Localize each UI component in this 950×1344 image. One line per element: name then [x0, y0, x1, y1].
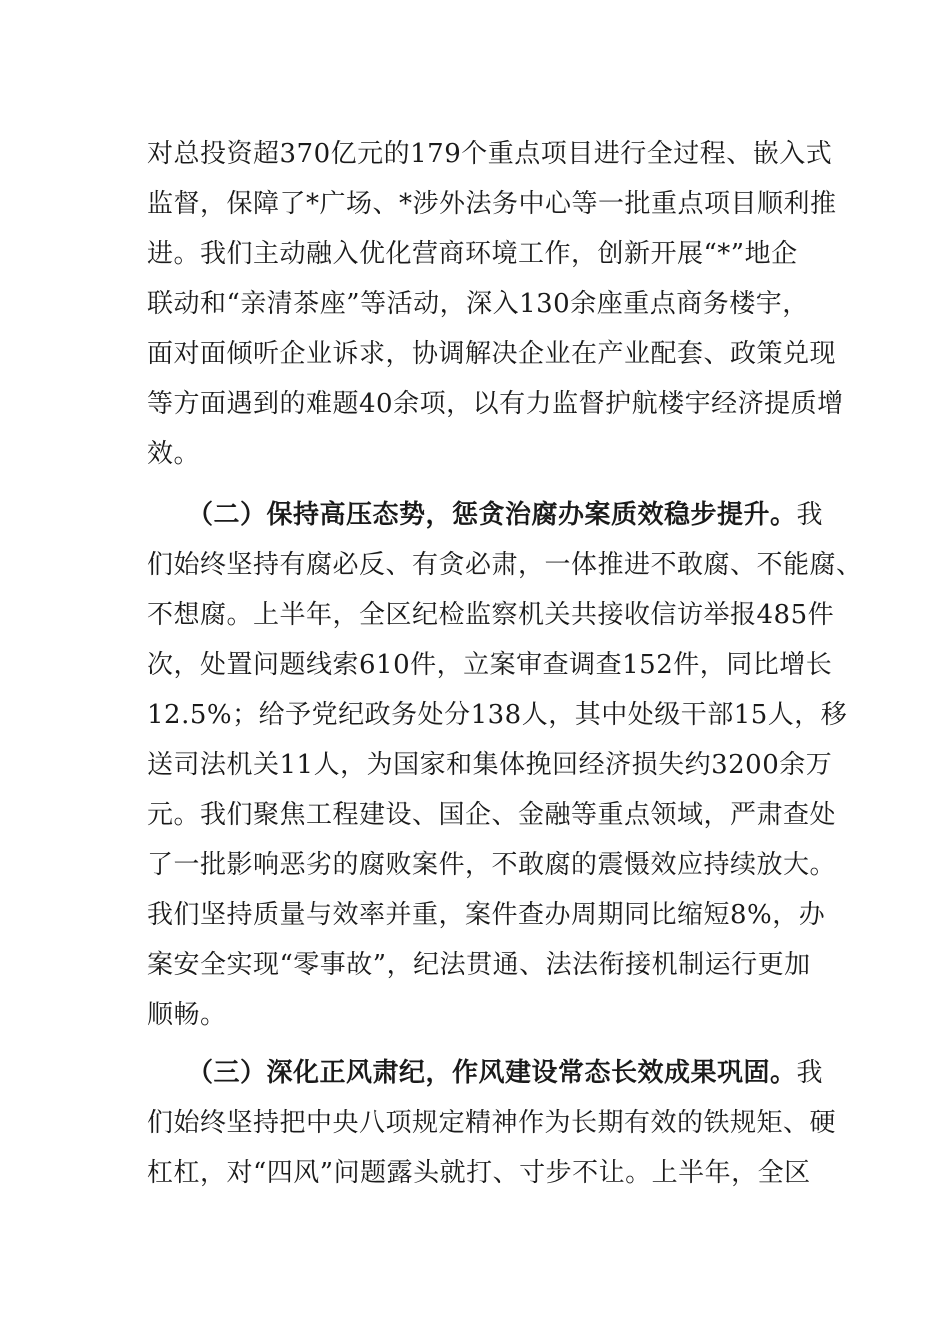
- text-line: 等方面遇到的难题40余项，以有力监督护航楼宇经济提质增: [147, 389, 844, 419]
- section-2-heading: （二）保持高压态势，惩贪治腐办案质效稳步提升。: [187, 500, 797, 530]
- text-line: 我们坚持质量与效率并重，案件查办周期同比缩短8%，办: [147, 900, 826, 930]
- text-line: 元。我们聚焦工程建设、国企、金融等重点领域，严肃查处: [147, 800, 837, 830]
- section-2-first-line-tail: 我: [796, 500, 824, 530]
- section-3-heading: （三）深化正风肃纪，作风建设常态长效成果巩固。: [187, 1058, 797, 1088]
- text-line: 监督，保障了*广场、*涉外法务中心等一批重点项目顺利推: [147, 189, 837, 219]
- text-line: 送司法机关11人，为国家和集体挽回经济损失约3200余万: [147, 750, 833, 780]
- section-3-first-line: [187, 1056, 823, 1090]
- text-line: 联动和“亲清茶座”等活动，深入130余座重点商务楼宇，: [147, 289, 809, 319]
- text-line: 顺畅。: [147, 1000, 227, 1030]
- text-line: 进。我们主动融入优化营商环境工作，创新开展“*”地企: [147, 239, 798, 269]
- text-line: 12.5%；给予党纪政务处分138人，其中处级干部15人，移: [147, 700, 848, 730]
- text-line: 杠杠，对“四风”问题露头就打、寸步不让。上半年，全区: [147, 1158, 811, 1188]
- section-3-first-line-tail: 我: [796, 1058, 824, 1088]
- text-line: 对总投资超370亿元的179个重点项目进行全过程、嵌入式: [147, 139, 833, 169]
- text-line: 案安全实现“零事故”，纪法贯通、法法衔接机制运行更加: [147, 950, 811, 980]
- text-line: 们始终坚持有腐必反、有贪必肃，一体推进不敢腐、不能腐、: [147, 550, 863, 580]
- text-line: 们始终坚持把中央八项规定精神作为长期有效的铁规矩、硬: [147, 1108, 837, 1138]
- text-line: 次，处置问题线索610件，立案审查调查152件，同比增长: [147, 650, 833, 680]
- text-line: 不想腐。上半年，全区纪检监察机关共接收信访举报485件: [147, 600, 835, 630]
- text-line: 了一批影响恶劣的腐败案件，不敢腐的震慑效应持续放大。: [147, 850, 837, 880]
- text-line: 效。: [147, 439, 201, 469]
- section-2-first-line: [187, 498, 823, 532]
- text-line: 面对面倾听企业诉求，协调解决企业在产业配套、政策兑现: [147, 339, 837, 369]
